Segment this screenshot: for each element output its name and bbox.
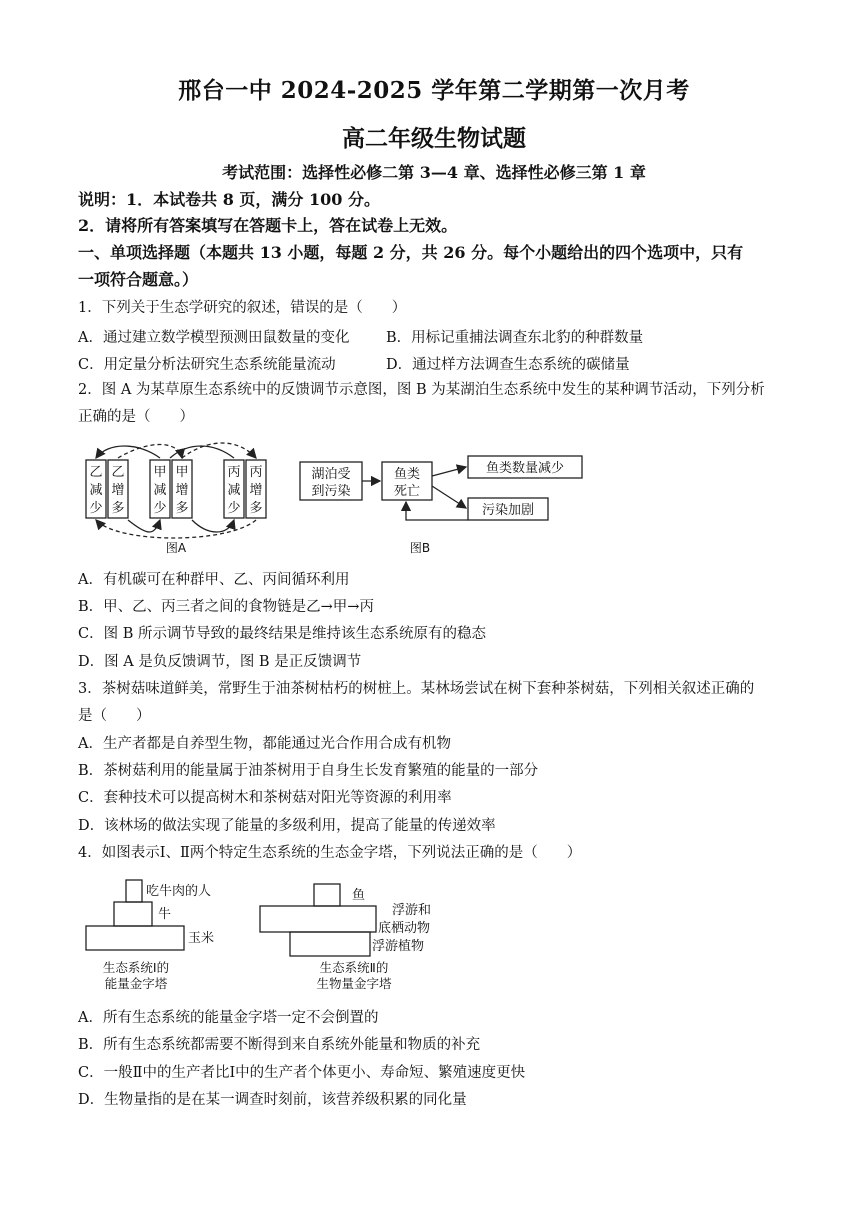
section-heading-line1: 一、单项选择题（本题共 13 小题，每题 2 分，共 26 分。每个小题给出的四个选项中，只有 — [78, 243, 744, 262]
pyr1-top: 吃牛肉的人 — [146, 884, 212, 899]
q3-option-c: C．套种技术可以提高树木和茶树菇对阳光等资源的利用率 — [78, 790, 452, 806]
exam-subtitle: 高二年级生物试题 — [342, 125, 526, 152]
section-heading-line2: 一项符合题意。） — [78, 270, 199, 289]
q1-option-b: B．用标记重捕法调查东北豹的种群数量 — [386, 330, 644, 346]
figb-box2-line2: 死亡 — [393, 484, 421, 499]
pyr2-mid2: 底栖动物 — [378, 921, 431, 936]
q2-option-b: B．甲、乙、丙三者之间的食物链是乙→甲→丙 — [78, 599, 374, 615]
figa-box5-line2: 减 — [227, 483, 241, 498]
figa-box2-line1: 乙 — [111, 465, 125, 480]
q1-option-d: D．通过样方法调查生态系统的碳储量 — [386, 357, 630, 373]
q3-option-a: A．生产者都是自养型生物，都能通过光合作用合成有机物 — [78, 736, 451, 752]
figa-box3-line1: 甲 — [153, 465, 167, 480]
q1-stem: 1．下列关于生态学研究的叙述，错误的是（ ） — [78, 300, 407, 316]
q1-option-c: C．用定量分析法研究生态系统能量流动 — [78, 357, 336, 373]
q1-options-row2 — [78, 353, 798, 374]
q4-figure — [78, 876, 478, 996]
q2-stem-line1: 2．图 A 为某草原生态系统中的反馈调节示意图，图 B 为某湖泊生态系统中发生的某种调节活动，下列分析 — [78, 382, 765, 398]
q2-figure — [78, 440, 598, 560]
q2-option-c: C．图 B 所示调节导致的最终结果是维持该生态系统原有的稳态 — [78, 626, 486, 642]
pyr2-mid1: 浮游和 — [392, 903, 432, 918]
figb-box1-line2: 到污染 — [311, 484, 351, 499]
figb-caption: 图B — [409, 541, 431, 555]
pyr2-caption1: 生态系统Ⅱ的 — [319, 960, 389, 975]
pyr2-top: 鱼 — [352, 888, 366, 903]
q4-option-b: B．所有生态系统都需要不断得到来自系统外能量和物质的补充 — [78, 1037, 481, 1053]
figb-box2-line1: 鱼类 — [393, 467, 421, 482]
q3-option-b: B．茶树菇利用的能量属于油茶树用于自身生长发育繁殖的能量的一部分 — [78, 763, 539, 779]
q4-option-a: A．所有生态系统的能量金字塔一定不会倒置的 — [78, 1010, 379, 1026]
exam-title: 邢台一中 2024-2025 学年第二学期第一次月考 — [178, 77, 690, 104]
q4-stem: 4．如图表示Ⅰ、Ⅱ两个特定生态系统的生态金字塔，下列说法正确的是（ ） — [78, 845, 582, 861]
pyr2-base: 浮游植物 — [372, 939, 425, 954]
q2-option-a: A．有机碳可在种群甲、乙、丙间循环利用 — [78, 572, 350, 588]
q3-option-d: D．该林场的做法实现了能量的多级利用，提高了能量的传递效率 — [78, 818, 496, 834]
figa-box4-line2: 增 — [175, 483, 189, 498]
figure-a-labels — [89, 465, 262, 555]
q2-stem-line2: 正确的是（ ） — [78, 409, 194, 425]
figa-box4-line3: 多 — [175, 501, 189, 516]
figb-box4: 污染加剧 — [481, 503, 535, 518]
exam-scope: 考试范围：选择性必修二第 3—4 章、选择性必修三第 1 章 — [222, 163, 646, 182]
figa-box1-line1: 乙 — [89, 465, 103, 480]
note-2: 2．请将所有答案填写在答题卡上，答在试卷上无效。 — [78, 216, 458, 235]
figb-box1-line1: 湖泊受 — [311, 467, 351, 482]
pyr1-caption1: 生态系统Ⅰ的 — [102, 960, 170, 975]
q1-options-row1 — [78, 326, 798, 347]
note-1: 说明：1．本试卷共 8 页，满分 100 分。 — [78, 190, 380, 209]
pyr1-base: 玉米 — [188, 931, 215, 946]
figa-box4-line1: 甲 — [175, 465, 189, 480]
q1-option-a: A．通过建立数学模型预测田鼠数量的变化 — [78, 330, 350, 346]
pyramid-2-labels — [316, 888, 431, 991]
figa-box3-line3: 少 — [153, 501, 167, 516]
figa-box6-line2: 增 — [249, 483, 263, 498]
figa-box3-line2: 减 — [153, 483, 167, 498]
pyr1-caption2: 能量金字塔 — [104, 976, 168, 991]
figa-box6-line3: 多 — [249, 501, 263, 516]
figa-box5-line1: 丙 — [227, 465, 241, 480]
q4-option-c: C．一般Ⅱ中的生产者比Ⅰ中的生产者个体更小、寿命短、繁殖速度更快 — [78, 1065, 526, 1081]
q4-option-d: D．生物量指的是在某一调查时刻前，该营养级积累的同化量 — [78, 1092, 467, 1108]
pyr2-caption2: 生物量金字塔 — [316, 976, 392, 991]
figa-caption: 图A — [165, 541, 187, 555]
figa-box6-line1: 丙 — [249, 465, 263, 480]
figa-box2-line2: 增 — [111, 483, 125, 498]
figb-box3: 鱼类数量减少 — [485, 461, 565, 476]
figa-box1-line3: 少 — [89, 501, 103, 516]
pyramid-1-labels — [103, 883, 214, 991]
figa-box1-line2: 减 — [89, 483, 103, 498]
figa-box2-line3: 多 — [111, 501, 125, 516]
figa-box5-line3: 少 — [227, 501, 241, 516]
q2-option-d: D．图 A 是负反馈调节，图 B 是正反馈调节 — [78, 654, 362, 670]
q3-stem-line1: 3．茶树菇味道鲜美，常野生于油茶树枯朽的树桩上。某林场尝试在树下套种茶树菇，下列相关叙述正确的 — [78, 681, 755, 697]
q3-stem-line2: 是（ ） — [78, 708, 151, 724]
pyr1-mid: 牛 — [158, 907, 172, 922]
